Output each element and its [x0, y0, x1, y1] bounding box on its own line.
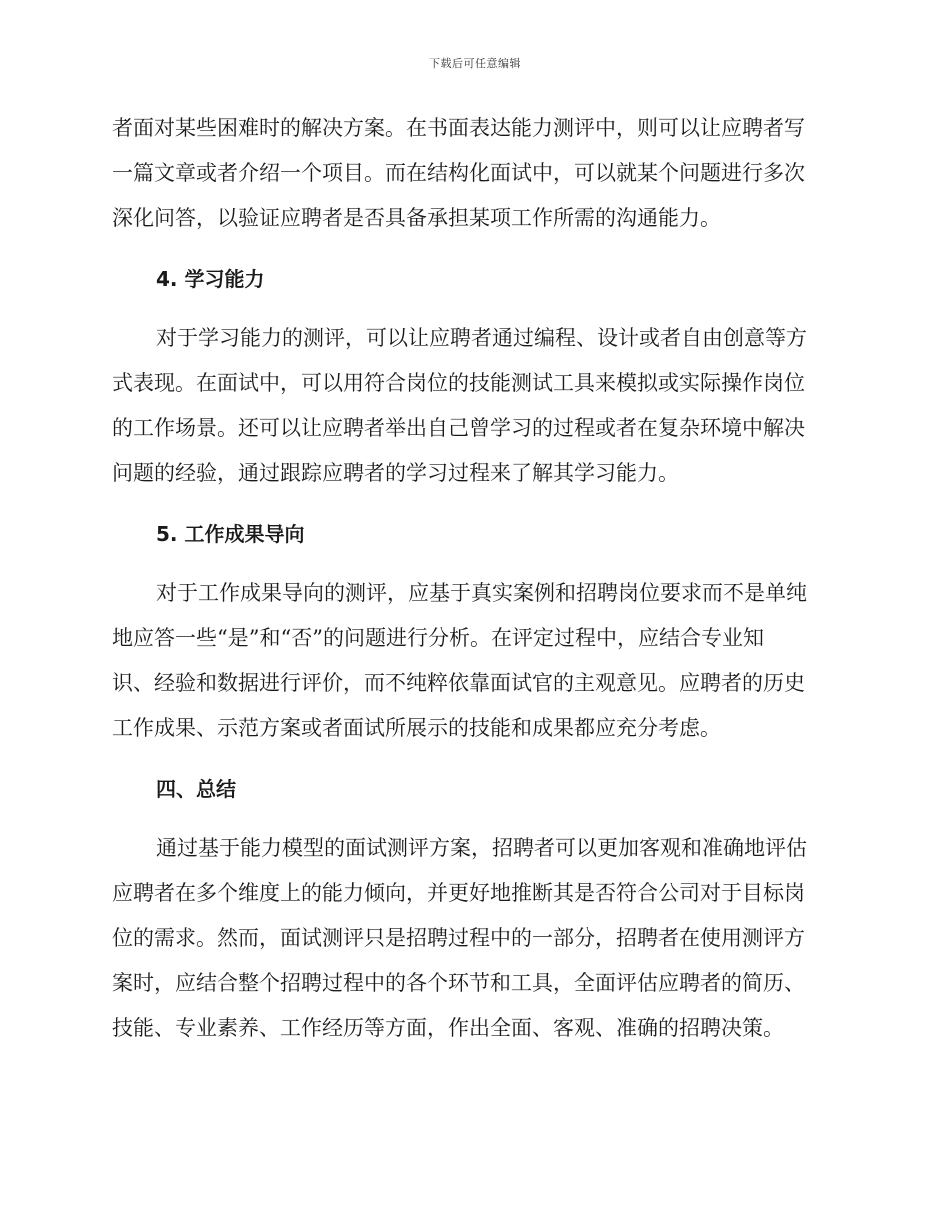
text-line: 地应答一些“是”和“否”的问题进行分析。在评定过程中，应结合专业知	[112, 626, 764, 650]
section-heading-results-orientation: 5. 工作成果导向	[156, 522, 305, 546]
paragraph-results-orientation	[112, 578, 832, 744]
page-header-note: 下载后可任意编辑	[429, 57, 521, 70]
text-line: 位的需求。然而，面试测评只是招聘过程中的一部分，招聘者在使用测评方	[112, 926, 805, 950]
text-line: 工作成果、示范方案或者面试所展示的技能和成果都应充分考虑。	[112, 716, 721, 740]
paragraph-summary	[112, 833, 832, 1044]
text-line: 技能、专业素养、工作经历等方面，作出全面、客观、准确的招聘决策。	[112, 1016, 784, 1040]
paragraph-learning-ability	[112, 323, 832, 489]
text-line: 的工作场景。还可以让应聘者举出自己曾学习的过程或者在复杂环境中解决	[112, 416, 805, 440]
text-line: 通过基于能力模型的面试测评方案，招聘者可以更加客观和准确地评估	[156, 836, 807, 860]
text-line: 问题的经验，通过跟踪应聘者的学习过程来了解其学习能力。	[112, 461, 679, 485]
text-line: 识、经验和数据进行评价，而不纯粹依靠面试官的主观意见。应聘者的历史	[112, 671, 805, 695]
text-line: 案时，应结合整个招聘过程中的各个环节和工具，全面评估应聘者的简历、	[112, 971, 805, 995]
section-heading-summary: 四、总结	[156, 777, 236, 801]
text-line: 者面对某些困难时的解决方案。在书面表达能力测评中，则可以让应聘者写	[112, 116, 805, 140]
section-heading-learning-ability: 4. 学习能力	[156, 267, 265, 291]
text-line: 对于工作成果导向的测评，应基于真实案例和招聘岗位要求而不是单纯	[156, 581, 807, 605]
text-line: 深化问答，以验证应聘者是否具备承担某项工作所需的沟通能力。	[112, 206, 721, 230]
document-body	[112, 113, 832, 1044]
text-line: 应聘者在多个维度上的能力倾向，并更好地推断其是否符合公司对于目标岗	[112, 881, 805, 905]
paragraph-communication-continued	[112, 113, 832, 234]
text-line: 一篇文章或者介绍一个项目。而在结构化面试中，可以就某个问题进行多次	[112, 161, 805, 185]
text-line: 对于学习能力的测评，可以让应聘者通过编程、设计或者自由创意等方	[156, 326, 807, 350]
text-line: 式表现。在面试中，可以用符合岗位的技能测试工具来模拟或实际操作岗位	[112, 371, 805, 395]
